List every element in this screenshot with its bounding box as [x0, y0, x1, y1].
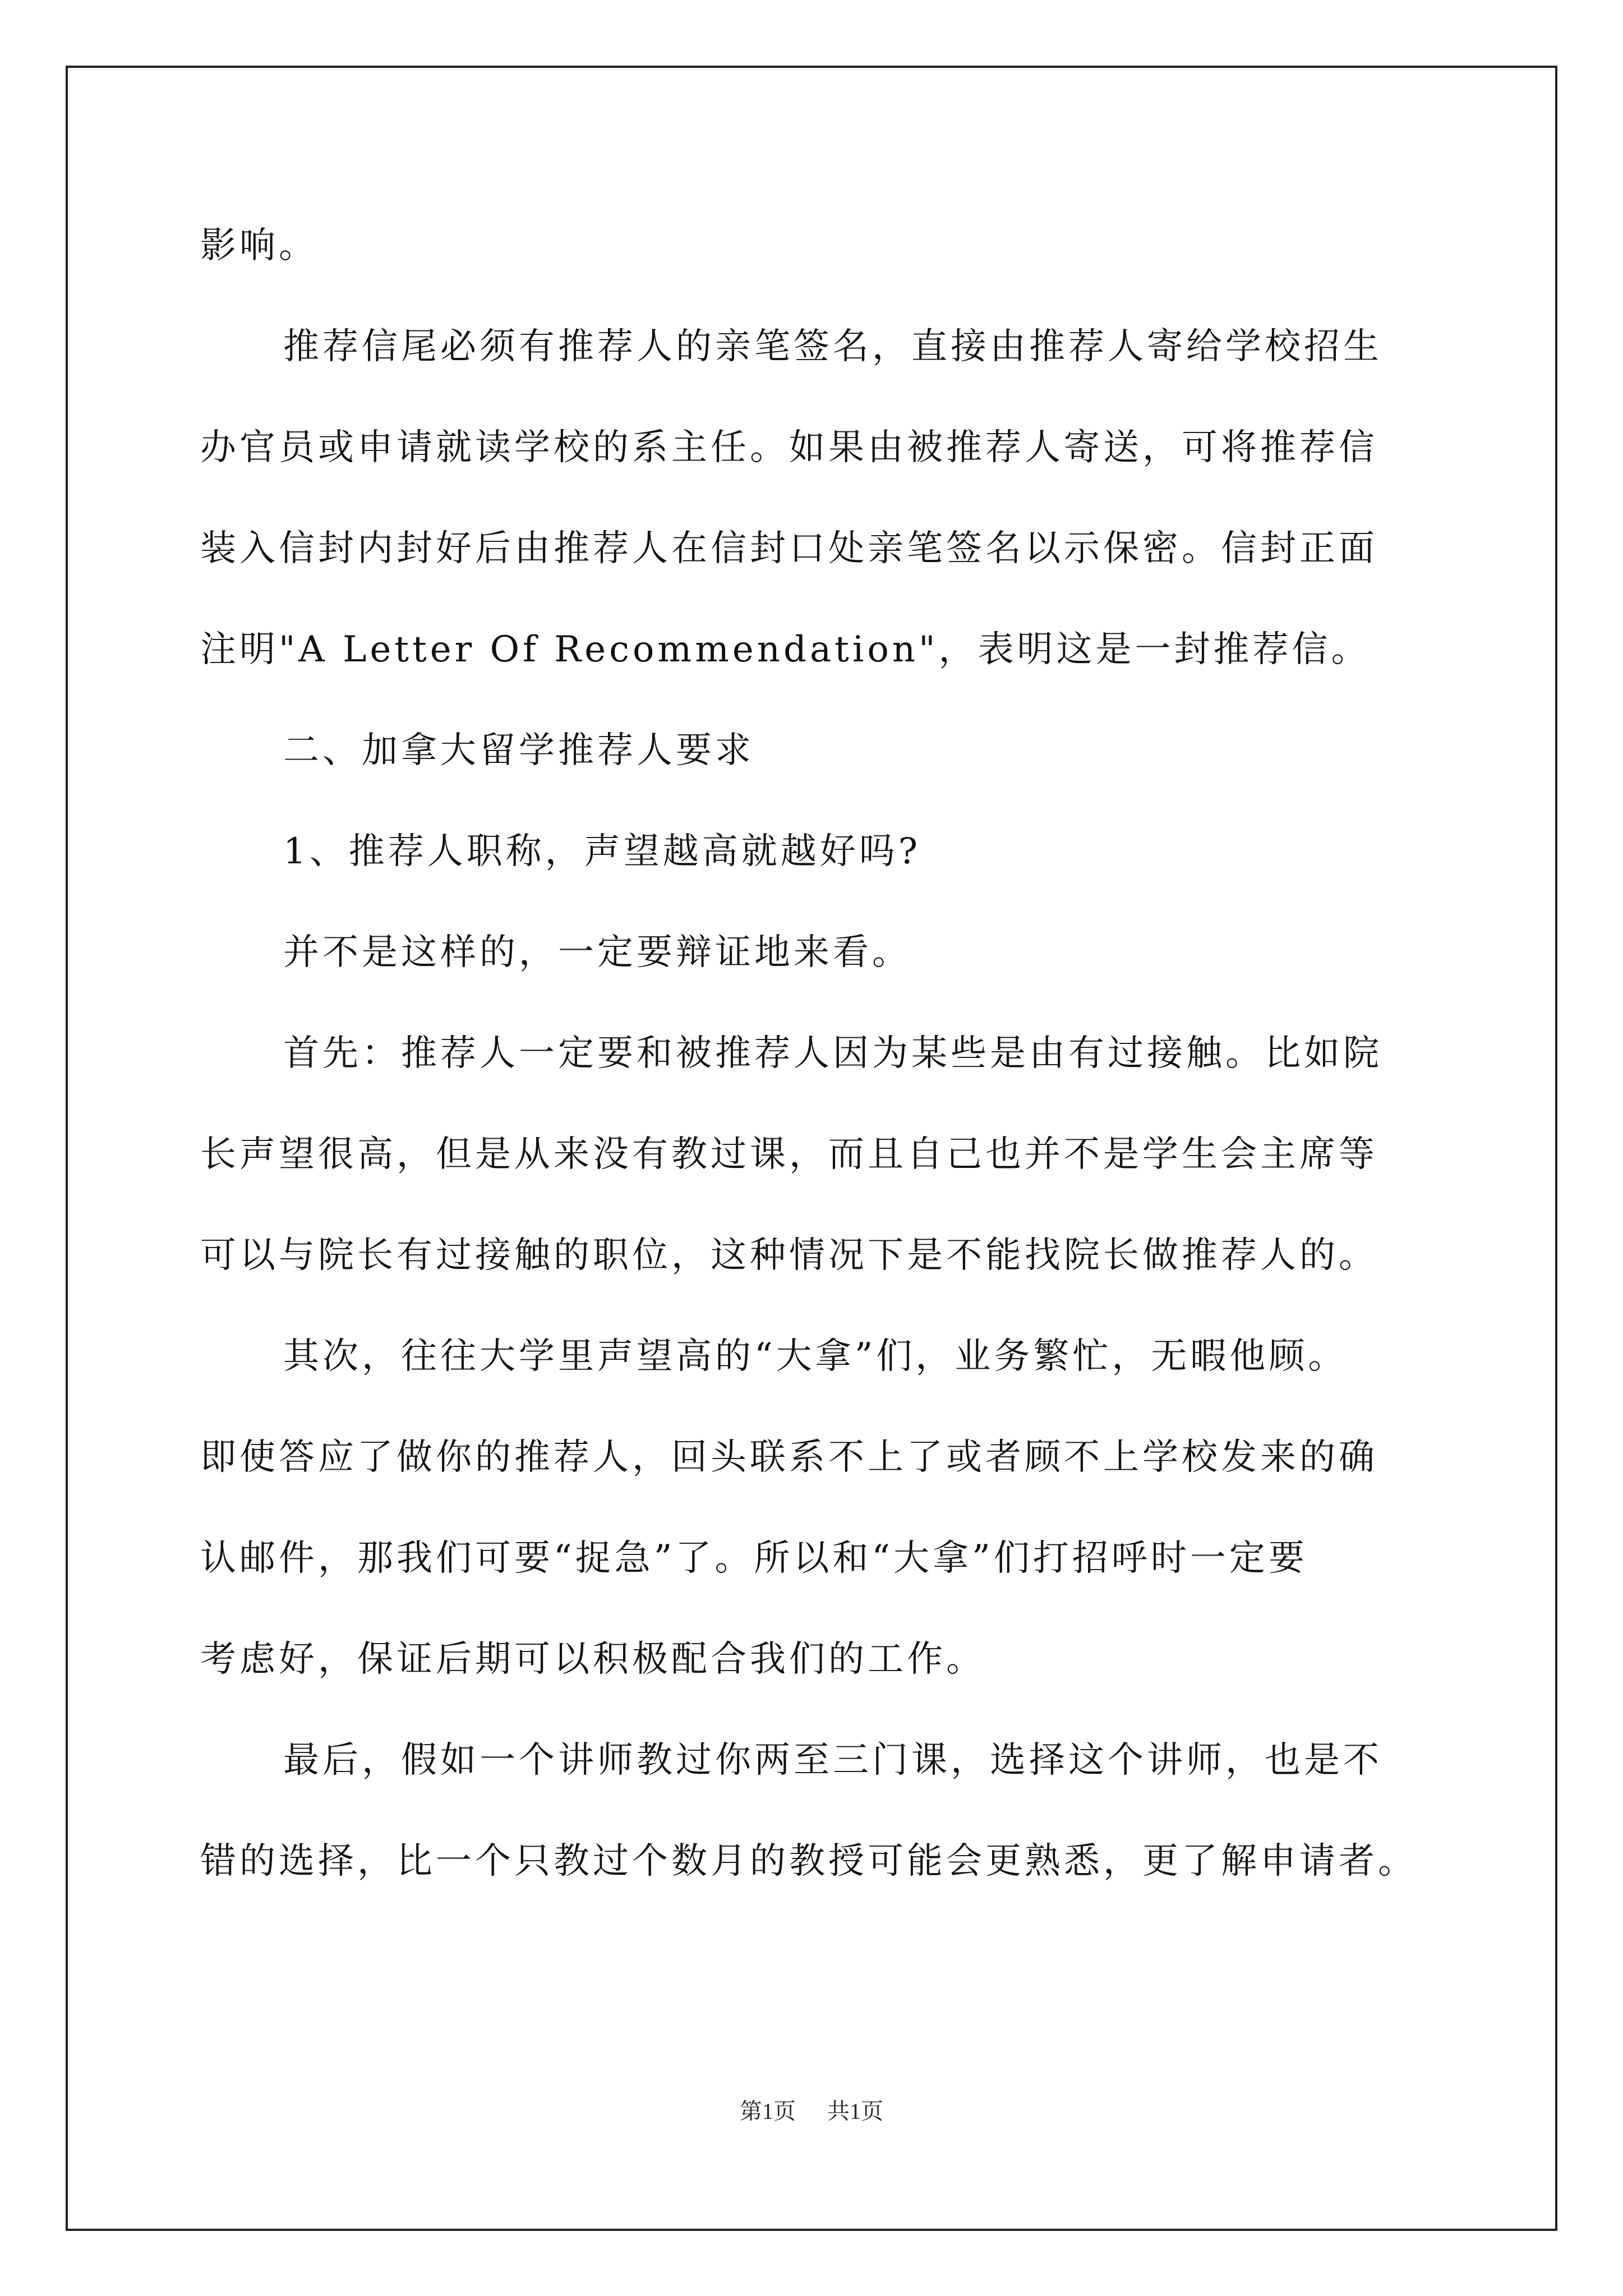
- text-line: 注明"A Letter Of Recommendation"，表明这是一封推荐信。: [200, 629, 1371, 670]
- text-line: 即使答应了做你的推荐人，回头联系不上了或者顾不上学校发来的确: [200, 1437, 1378, 1478]
- document-body: [200, 219, 1440, 1935]
- text-line: 办官员或申请就读学校的系主任。如果由被推荐人寄送，可将推荐信: [200, 427, 1378, 468]
- text-line: 可以与院长有过接触的职位，这种情况下是不能找院长做推荐人的。: [200, 1235, 1378, 1276]
- text-line: 二、加拿大留学推荐人要求: [283, 730, 754, 771]
- page-footer: [0, 2093, 1623, 2125]
- text-line: 首先：推荐人一定要和被推荐人因为某些是由有过接触。比如院: [283, 1033, 1382, 1074]
- text-line: 最后，假如一个讲师教过你两至三门课，选择这个讲师，也是不: [283, 1740, 1382, 1781]
- text-line: 装入信封内封好后由推荐人在信封口处亲笔签名以示保密。信封正面: [200, 528, 1378, 569]
- text-line: 考虑好，保证后期可以积极配合我们的工作。: [200, 1639, 985, 1680]
- text-line: 推荐信尾必须有推荐人的亲笔签名，直接由推荐人寄给学校招生: [283, 326, 1382, 367]
- text-line: 并不是这样的，一定要辩证地来看。: [283, 932, 911, 973]
- text-line: 影响。: [200, 225, 318, 266]
- page-number: 第1页: [740, 2099, 796, 2124]
- text-line: 长声望很高，但是从来没有教过课，而且自己也并不是学生会主席等: [200, 1134, 1378, 1175]
- text-line: 错的选择，比一个只教过个数月的教授可能会更熟悉，更了解申请者。: [200, 1841, 1417, 1882]
- text-line: 其次，往往大学里声望高的“大拿”们，业务繁忙，无暇他顾。: [283, 1336, 1348, 1377]
- text-line: 认邮件，那我们可要“捉急”了。所以和“大拿”们打招呼时一定要: [200, 1538, 1308, 1579]
- page-total: 共1页: [827, 2099, 883, 2124]
- text-line: 1、推荐人职称，声望越高就越好吗?: [283, 831, 921, 872]
